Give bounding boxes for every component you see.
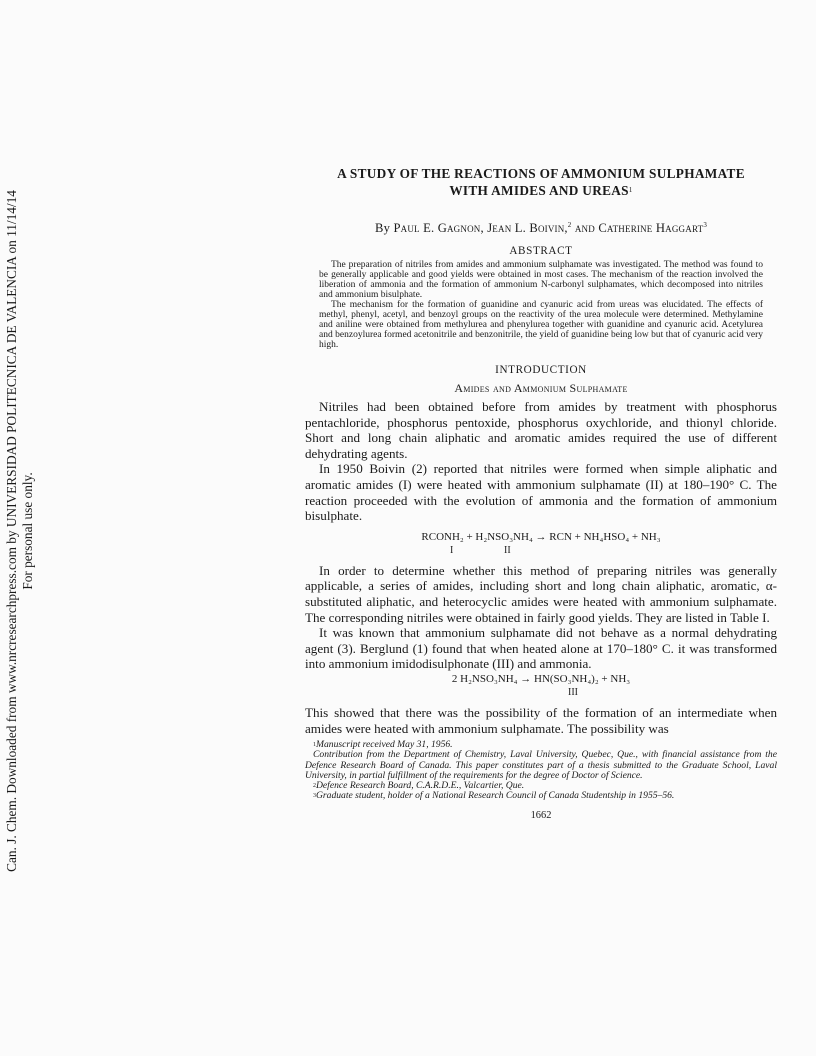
author-line [305, 221, 777, 236]
abstract-paragraph-2: The mechanism for the formation of guanidine and cyanuric acid from ureas was elucidated. The effects of methyl, phenyl, acetyl, and benzoyl groups on the reactivity of the urea molecule were determined. Methylamine and aniline were obtained from methylurea and phenylurea together with guanidine and cyanuric acid. Acetylurea and benzoylurea formed acetonitrile and benzonitrile, the yield of guanidine being low but that of cyanuric acid very high. [319, 300, 763, 350]
equation-2-labels [305, 685, 777, 697]
footnote-1-mark: 1 [313, 742, 316, 749]
article-page [305, 165, 777, 821]
footnote-3: Graduate student, holder of a National Research Council of Canada Studentship in 1955–56. [316, 790, 675, 802]
equation-1-labels [305, 543, 777, 555]
footnote-3-mark: 3 [313, 793, 316, 800]
footnote-2: Defence Research Board, C.A.R.D.E., Valcartier, Que. [316, 779, 525, 791]
author-haggart: Catherine Haggart [598, 221, 704, 235]
label-II: II [504, 544, 511, 556]
footnote-2-mark: 2 [313, 782, 316, 789]
author-gagnon: Paul E. Gagnon, [393, 221, 484, 235]
footnotes [305, 740, 777, 801]
title-line-2: WITH AMIDES AND UREAS [449, 183, 629, 198]
label-III: III [568, 686, 578, 698]
paragraph-2: In 1950 Boivin (2) reported that nitriles were formed when simple aliphatic and aromatic amides (I) were heated with ammonium sulphamate (II) at 180–190° C. The reaction proceeded with the evolution of ammonia and the formation of ammonium bisulphate. [305, 461, 777, 524]
introduction-heading: INTRODUCTION [495, 364, 587, 376]
abstract-paragraph-1: The preparation of nitriles from amides and ammonium sulphamate was investigated. The method was found to be generally applicable and good yields were obtained in most cases. The mechanism of the reaction involved the liberation of ammonia and the formation of ammonium N-carbonyl sulphamates, which decomposed into nitriles and ammonium bisulphate. [319, 260, 763, 300]
footnote-1: Manuscript received May 31, 1956. [316, 739, 453, 751]
author-boivin-mark: 2 [567, 221, 572, 229]
author-boivin: Jean L. Boivin, [487, 221, 568, 235]
title-footnote-mark: 1 [628, 186, 633, 194]
by-label: By [374, 221, 391, 235]
paragraph-1: Nitriles had been obtained before from amides by treatment with phosphorus pentachloride, phosphorus pentoxide, phosphorus oxychloride, and thionyl chloride. Short and long chain aliphatic and aromatic amides required the use of different dehydrating agents. [305, 399, 777, 461]
abstract-heading: ABSTRACT [509, 245, 573, 257]
paragraph-3: In order to determine whether this method of preparing nitriles was generally applicable, a series of amides, including short and long chain aliphatic, aromatic, α-substituted aliphatic, and heterocyclic amides were heated with ammonium sulphamate. The corresponding nitriles were obtained in fairly good yields. They are listed in Table I. [305, 562, 777, 625]
label-I: I [450, 544, 454, 556]
download-watermark [4, 182, 38, 880]
download-notice: Can. J. Chem. Downloaded from www.nrcresearchpress.com by UNIVERSIDAD POLITECNICA DE VALENCIA on 11/14/14 [4, 190, 19, 872]
footnote-1-contribution: Contribution from the Department of Chemistry, Laval University, Quebec, Que., with financial assistance from the Defence Research Board of Canada. This paper constitutes part of a thesis submitted to the Graduate School, Laval University, in partial fulfillment of the requirements for the degree of Doctor of Science. [305, 749, 777, 781]
paragraph-4: It was known that ammonium sulphamate did not behave as a normal dehydrating agent (3). Berglund (1) found that when heated alone at 170–180° C. it was transformed into ammonium imidodisulphonate (III) and ammonia. [305, 625, 777, 672]
equation-2: 2 H₂NSO₃NH₄ → HN(SO₃NH₄)₂ + NH₃ [451, 672, 631, 685]
and-label: and [574, 221, 595, 235]
abstract [319, 260, 763, 350]
title-line-1: A STUDY OF THE REACTIONS OF AMMONIUM SULPHAMATE [337, 166, 745, 181]
section-subheading: Amides and Ammonium Sulphamate [454, 381, 628, 395]
article-title [305, 165, 777, 199]
personal-use-notice: For personal use only. [20, 472, 35, 590]
author-haggart-mark: 3 [703, 221, 708, 229]
page-number: 1662 [530, 810, 552, 822]
equation-1: RCONH₂ + H₂NSO₃NH₄ → RCN + NH₄HSO₄ + NH₃ [421, 530, 661, 543]
body-text [305, 399, 777, 736]
paragraph-5: This showed that there was the possibility of the formation of an intermediate when amides were heated with ammonium sulphamate. The possibility was [305, 704, 777, 736]
